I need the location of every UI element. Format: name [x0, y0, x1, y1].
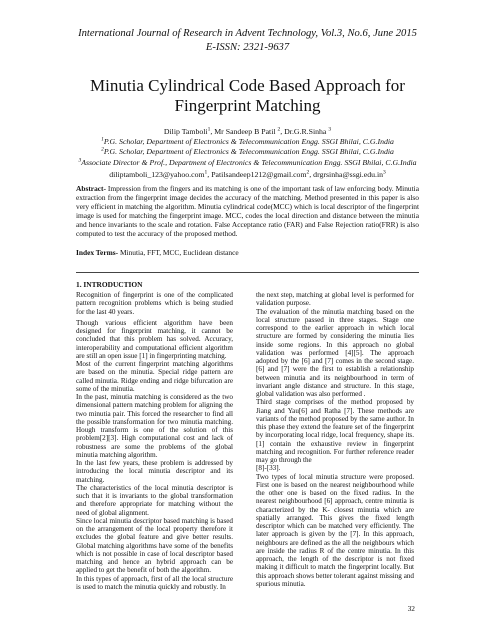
index-terms: [76, 248, 419, 257]
page-number: 32: [407, 604, 415, 613]
paragraph: Third stage comprises of the method proposed by Jiang and Yau[6] and Ratha [7]. These methods are variants of the method proposed by the same author. In this phase they extend the feature set of the fingerprint by incorporating local ridge, local frequency, shape its. [1] contain the exhaustive review in fingerprint matching and recognition. For further reference reader may go through the: [256, 398, 414, 464]
abstract: [76, 184, 419, 239]
author-block: [60, 127, 435, 180]
index-terms-text: Minutia, FFT, MCC, Euclidean distance: [119, 248, 239, 257]
journal-issn: E-ISSN: 2321-9637: [205, 42, 290, 53]
paragraph: Most of the current fingerprint matching algorithms are based on the minutia. Special ridge pattern are called minutia. Ridge ending and ridge bifurcation are some of the minutia.: [76, 360, 233, 393]
paragraph: In the past, minutia matching is considered as the two dimensional pattern matching problem for aligning the two minutia pair. This forced the researcher to find all the possible transformation for two minutia matching. Hough transform is one of the solution of this problem[2][3]. High computational cost and lack of robustness are some the problems of the global minutia matching algorithm.: [76, 393, 233, 459]
paper-title-line-1: Minutia Cylindrical Code Based Approach for: [90, 76, 405, 95]
affiliation: $^1$P.G. Scholar, Department of Electronics & Telecommunication Engg. SSGI Bhilai, C.G.India: [101, 136, 394, 147]
affiliation: $^2$P.G. Scholar, Department of Electronics & Telecommunication Engg. SSGI Bhilai, C.G.India: [101, 146, 394, 157]
abstract-text: Impression from the fingers and its matching is one of the important task of law enforcing body. Minutia extraction from the fingerprint image decides the accuracy of the matching. Method presented in this paper is also very efficient in matching the algorithm. Minutia cylindrical code(MCC) which is local descriptor of the fingerprint image is used for matching the fingerprint image. MCC, codes the local direction and distance between the minutia and hence invariants to the scale and rotation. False Acceptance ratio (FAR) and False Rejection ratio(FRR) is also computed to test the accuracy of the proposed method.: [76, 184, 419, 239]
paragraph: the next step, matching at global level is performed for validation purpose.: [256, 291, 414, 308]
paragraph: The characteristics of the local minutia descriptor is such that it is invariants to the global transformation and therefore appropriate for matching without the need of global alignment.: [76, 483, 233, 517]
email-link[interactable]: drgrsinha@ssgi.edu.in: [313, 169, 384, 179]
paragraph: The evaluation of the minutia matching based on the local structure passed in three stages. Stage one correspond to the earlier approach in which local structure are formed by considering the minutia lies inside some regions. In this approach no global validation was performed [4][5]. The approach adopted by the [6] and [7] comes in the second stage. [6] and [7] were the first to establish a relationship between minutia and its neighbourhood in term of invariant angle distance and structure. In this stage, global validation was also performed .: [256, 307, 414, 398]
journal-header: [60, 27, 435, 55]
section-divider: [76, 272, 419, 273]
journal-citation: International Journal of Research in Advent Technology, Vol.3, No.6, June 2015: [78, 28, 417, 39]
author-emails: diliptamboli_123@yahoo.com$^1$, Patilsandeep1212@gmail.com$^2$, $drgrsinha@ssgi.edu.in^3$: [109, 169, 386, 179]
section-heading-introduction: 1. INTRODUCTION: [76, 280, 143, 289]
author-name: Mr Sandeep B Patil: [214, 127, 276, 136]
email-link[interactable]: Patilsandeep1212@gmail.com: [211, 169, 307, 179]
paper-title-line-2: Fingerprint Matching: [174, 96, 321, 115]
paragraph: Though various efficient algorithm have been designed for fingerprint matching, it cannot be concluded that this problem has solved. Accuracy, interoperability and computational efficient algorithm are still an open issue [1] in fingerprinting matching.: [76, 318, 233, 360]
paragraph: In the last few years, these problem is addressed by introducing the local minutia descriptor and its matching.: [76, 459, 233, 484]
author-name: Dilip Tamboli: [163, 127, 208, 136]
paragraph: Two types of local minutia structure were proposed. First one is based on the nearest neighbourhood while the other one is based on the fixed radius. In the nearest neighbourhood [6] approach, centre minutia is characterized by the K- closest minutia which are spatially arranged. This gives the fixed length descriptor which can be matched very efficiently. The later approach is given by the [7]. In this approach, neighbours are defined as the all the neighbours which are inside the radius R of the centre minutia. In this approach, the length of the descriptor is not fixed making it difficult to match the fingerprint locally. But this approach shows better tolerant against missing and spurious minutia.: [256, 472, 414, 588]
affiliation: $^3$Associate Director & Prof., Department of Electronics & Telecommunication Engg. SSGI Bhilai, C.G.India: [78, 157, 417, 167]
paragraph: Since local minutia descriptor based matching is based on the arrangement of the local property therefore it excludes the global feature and give better results. Global matching algorithms have some of the benefits which is not possible in case of local descriptor based matching and hence an hybrid approach can be applied to get the benefit of both the algorithm.: [76, 516, 233, 575]
abstract-label: Abstract-: [76, 184, 106, 193]
paper-title: [60, 76, 435, 116]
index-terms-label: Index Terms-: [76, 248, 119, 257]
paragraph: In this types of approach, first of all the local structure is used to match the minutia quickly and robustly. In: [76, 574, 233, 591]
left-column: [76, 291, 233, 591]
paragraph: [8]-[33].: [256, 464, 281, 473]
right-column: [256, 291, 414, 588]
email-link[interactable]: diliptamboli_123@yahoo.com: [109, 169, 205, 179]
paragraph: Recognition of fingerprint is one of the complicated pattern recognition problems which is being studied for the last 40 years.: [76, 291, 233, 316]
author-name: Dr.G.R.Sinha: [284, 127, 327, 136]
author-names: Dilip Tamboli$^1$, Mr Sandeep B Patil $^2$, Dr.G.R.Sinha $^3$: [163, 126, 332, 136]
